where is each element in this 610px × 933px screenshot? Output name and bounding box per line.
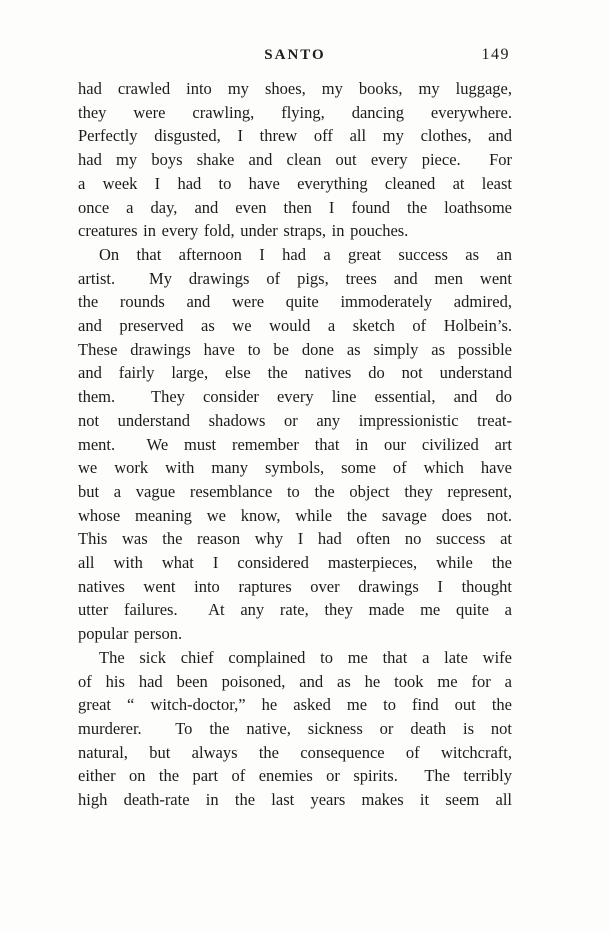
text-line: but a vague resemblance to the object they represent, (78, 481, 512, 501)
paragraph (78, 646, 512, 812)
page-number: 149 (481, 46, 510, 63)
text-line: murderer. To the native, sickness or death is not (78, 718, 512, 738)
text-line: The sick chief complained to me that a late wife (99, 647, 512, 667)
text-line: These drawings have to be done as simply as possible (78, 339, 512, 359)
text-line: and preserved as we would a sketch of Holbein’s. (78, 316, 512, 336)
text-line: Perfectly disgusted, I threw off all my clothes, and (78, 126, 512, 146)
text-line: not understand shadows or any impressionistic treat- (78, 410, 512, 430)
text-line: had my boys shake and clean out every piece. For (78, 150, 512, 170)
paragraph (78, 77, 512, 243)
text-line: great “ witch-doctor,” he asked me to find out the (78, 695, 512, 715)
running-title: SANTO (264, 47, 326, 63)
text-line: creatures in every fold, under straps, in pouches. (78, 221, 409, 241)
text-line: they were crawling, flying, dancing everywhere. (78, 102, 512, 122)
text-line: we work with many symbols, some of which have (78, 458, 512, 478)
text-line: a week I had to have everything cleaned at least (78, 173, 512, 193)
text-line: of his had been poisoned, and as he took me for a (78, 671, 512, 691)
text-line: popular person. (78, 624, 183, 644)
text-line: utter failures. At any rate, they made me quite a (78, 600, 512, 620)
text-line: either on the part of enemies or spirits. The terribly (78, 766, 512, 786)
text-line: ment. We must remember that in our civilized art (78, 434, 512, 454)
text-line: and fairly large, else the natives do not understand (78, 363, 512, 383)
text-line: whose meaning we know, while the savage does not. (78, 505, 512, 525)
text-block (78, 77, 512, 812)
text-line: had crawled into my shoes, my books, my luggage, (78, 79, 512, 98)
text-line: natives went into raptures over drawings I thought (78, 576, 512, 596)
text-line: all with what I considered masterpieces, while the (78, 553, 512, 573)
text-line: This was the reason why I had often no success at (78, 529, 512, 549)
text-line: the rounds and were quite immoderately admired, (78, 292, 512, 312)
text-line: high death-rate in the last years makes it seem all (78, 790, 512, 810)
text-line: once a day, and even then I found the loathsome (78, 197, 512, 217)
page-header (78, 46, 512, 64)
text-line: them. They consider every line essential, and do (78, 387, 512, 407)
text-line: On that afternoon I had a great success as an (99, 244, 512, 264)
text-line: natural, but always the consequence of witchcraft, (78, 742, 512, 762)
paragraph (78, 243, 512, 646)
text-line: artist. My drawings of pigs, trees and men went (78, 268, 512, 288)
